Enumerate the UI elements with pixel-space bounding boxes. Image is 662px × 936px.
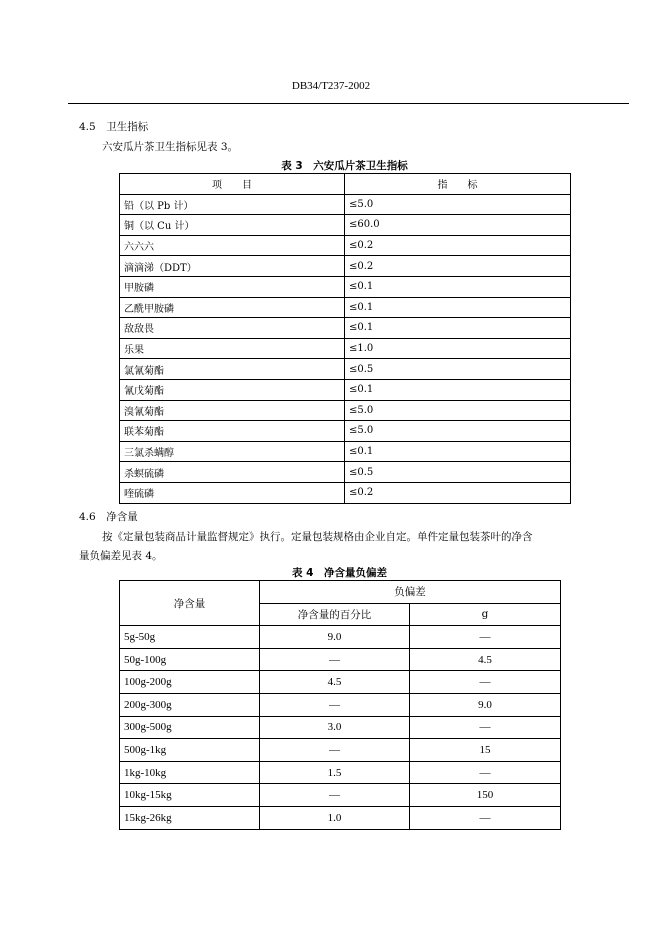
document-code-header: DB34/T237-2002 (291, 80, 371, 92)
index-cell: ≤0.2 (345, 482, 571, 503)
percentage-cell: 1.0 (260, 806, 410, 829)
table-row (120, 318, 571, 339)
index-cell: ≤0.1 (345, 441, 571, 462)
index-cell: ≤60.0 (345, 215, 571, 236)
percentage-cell: — (260, 739, 410, 762)
grams-cell: 9.0 (410, 693, 561, 716)
percentage-cell: 1.5 (260, 761, 410, 784)
index-cell: ≤5.0 (345, 194, 571, 215)
table-4-caption: 表 4 净含量负偏差 (292, 567, 387, 579)
net-content-cell: 200g-300g (120, 693, 260, 716)
percentage-cell: 3.0 (260, 716, 410, 739)
item-cell: 六六六 (120, 235, 345, 256)
net-content-cell: 15kg-26kg (120, 806, 260, 829)
table-row (120, 379, 571, 400)
index-cell: ≤0.2 (345, 256, 571, 277)
column-header-net-content: 净含量 (120, 581, 260, 626)
grams-cell: — (410, 761, 561, 784)
table-row (120, 297, 571, 318)
table-row (120, 338, 571, 359)
table-row (120, 276, 571, 297)
item-cell: 喹硫磷 (120, 482, 345, 503)
table-row (120, 359, 571, 380)
section-4-6-heading: 4.6 净含量 (79, 511, 138, 523)
table-row (120, 648, 561, 671)
table-row (120, 235, 571, 256)
net-content-cell: 5g-50g (120, 626, 260, 649)
table-row (120, 462, 571, 483)
index-cell: ≤0.2 (345, 235, 571, 256)
item-cell: 甲胺磷 (120, 276, 345, 297)
grams-cell: — (410, 671, 561, 694)
index-cell: ≤0.1 (345, 379, 571, 400)
grams-cell: 150 (410, 784, 561, 807)
table-row (120, 421, 571, 442)
item-cell: 铜（以 Cu 计） (120, 215, 345, 236)
net-content-cell: 500g-1kg (120, 739, 260, 762)
index-cell: ≤0.5 (345, 359, 571, 380)
section-4-6-paragraph-line2: 量负偏差见表 4。 (79, 550, 163, 562)
table-row (120, 626, 561, 649)
item-cell: 联苯菊酯 (120, 421, 345, 442)
index-cell: ≤0.5 (345, 462, 571, 483)
net-content-cell: 100g-200g (120, 671, 260, 694)
index-cell: ≤1.0 (345, 338, 571, 359)
percentage-cell: — (260, 693, 410, 716)
table-row (120, 739, 561, 762)
percentage-cell: — (260, 648, 410, 671)
grams-cell: — (410, 806, 561, 829)
item-cell: 乐果 (120, 338, 345, 359)
percentage-cell: 4.5 (260, 671, 410, 694)
item-cell: 滴滴涕（DDT） (120, 256, 345, 277)
index-cell: ≤0.1 (345, 297, 571, 318)
net-content-cell: 10kg-15kg (120, 784, 260, 807)
item-cell: 乙酰甲胺磷 (120, 297, 345, 318)
table-row (120, 400, 571, 421)
table-row (120, 806, 561, 829)
table-row (120, 482, 571, 503)
item-cell: 杀螟硫磷 (120, 462, 345, 483)
table-row (120, 194, 571, 215)
item-cell: 氰戊菊酯 (120, 379, 345, 400)
index-cell: ≤5.0 (345, 421, 571, 442)
column-header-grams: g (410, 603, 561, 626)
table-row (120, 693, 561, 716)
net-content-cell: 300g-500g (120, 716, 260, 739)
item-cell: 溴氰菊酯 (120, 400, 345, 421)
column-header-percentage: 净含量的百分比 (260, 603, 410, 626)
section-4-5-intro: 六安瓜片茶卫生指标见表 3。 (102, 141, 239, 153)
table-row (120, 215, 571, 236)
item-cell: 三氯杀螨醇 (120, 441, 345, 462)
grams-cell: 4.5 (410, 648, 561, 671)
table-row (120, 761, 561, 784)
percentage-cell: — (260, 784, 410, 807)
item-cell: 铅（以 Pb 计） (120, 194, 345, 215)
table-row (120, 784, 561, 807)
table-3-hygiene-indicators (119, 173, 571, 504)
index-cell: ≤0.1 (345, 276, 571, 297)
table-header-row (120, 581, 561, 604)
net-content-cell: 1kg-10kg (120, 761, 260, 784)
table-row (120, 716, 561, 739)
section-4-6-paragraph-line1: 按《定量包装商品计量监督规定》执行。定量包装规格由企业自定。单件定量包装茶叶的净含 (102, 531, 533, 543)
table-4-net-content-deviation (119, 580, 561, 830)
table-3-caption: 表 3 六安瓜片茶卫生指标 (281, 160, 408, 172)
grams-cell: 15 (410, 739, 561, 762)
item-cell: 氯氰菊酯 (120, 359, 345, 380)
percentage-cell: 9.0 (260, 626, 410, 649)
column-header-item: 项 目 (120, 174, 345, 195)
table-row (120, 441, 571, 462)
index-cell: ≤0.1 (345, 318, 571, 339)
table-row (120, 671, 561, 694)
grams-cell: — (410, 626, 561, 649)
header-rule (68, 103, 629, 104)
item-cell: 敌敌畏 (120, 318, 345, 339)
column-header-index: 指 标 (345, 174, 571, 195)
section-4-5-heading: 4.5 卫生指标 (79, 121, 149, 133)
grams-cell: — (410, 716, 561, 739)
index-cell: ≤5.0 (345, 400, 571, 421)
table-row (120, 256, 571, 277)
column-header-negative-deviation: 负偏差 (260, 581, 561, 604)
net-content-cell: 50g-100g (120, 648, 260, 671)
table-header-row (120, 174, 571, 195)
